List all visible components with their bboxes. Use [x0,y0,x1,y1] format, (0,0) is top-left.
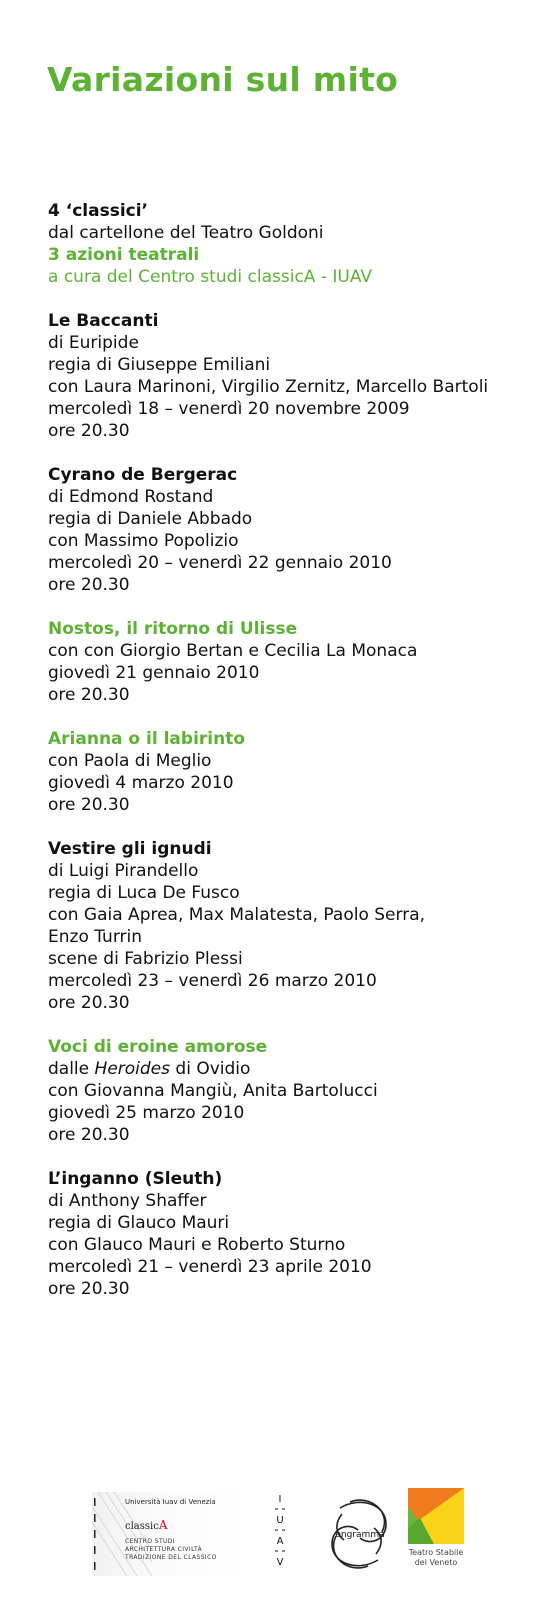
event-title: Cyrano de Bergerac [48,465,238,485]
event-voci-di-eroine [48,1036,553,1146]
event-cyrano [48,464,553,596]
event-director: regia di Daniele Abbado [48,509,253,529]
event-source-post: di Ovidio [170,1059,251,1079]
event-time: ore 20.30 [48,993,130,1013]
iuav-vertical-logo [271,1490,289,1578]
classica-iuav-logo [92,1492,245,1576]
sponsor-logos [0,1488,560,1578]
iuav-letter-i: I [278,1494,282,1505]
event-dates: mercoledì 18 – venerdì 20 novembre 2009 [48,399,410,419]
event-cast: con con Giorgio Bertan e Cecilia La Monaca [48,641,418,661]
event-cast: con Gaia Aprea, Max Malatesta, Paolo Serra, [48,905,426,925]
event-scenes: scene di Fabrizio Plessi [48,949,243,969]
event-dates: giovedì 25 marzo 2010 [48,1103,245,1123]
event-title: Le Baccanti [48,311,159,331]
event-cast: con Massimo Popolizio [48,531,239,551]
teatro-stabile-caption [408,1548,464,1568]
event-nostos [48,618,553,706]
iuav-letter-u: U [276,1515,284,1526]
centro-studi-line-3: TRADIZIONE DEL CLASSICO [125,1554,217,1561]
centro-studi-line-1: CENTRO STUDI [125,1538,175,1545]
event-vestire-gli-ignudi [48,838,553,1014]
event-time: ore 20.30 [48,421,130,441]
event-title: Arianna o il labirinto [48,729,246,749]
teatro-stabile-logo [408,1488,464,1576]
centro-studi-line-2: ARCHITETTURA CIVILTÀ [125,1546,203,1553]
event-cast: con Laura Marinoni, Virgilio Zernitz, Marcello Bartoli [48,377,489,397]
event-time: ore 20.30 [48,1279,130,1299]
page-title: Variazioni sul mito [47,60,399,99]
teatro-stabile-emblem-icon [408,1488,464,1544]
event-time: ore 20.30 [48,795,130,815]
centro-studi-text [125,1538,217,1562]
event-arianna [48,728,553,816]
engramma-logo [320,1494,398,1574]
event-dates: giovedì 4 marzo 2010 [48,773,234,793]
event-title: Voci di eroine amorose [48,1037,268,1057]
intro-subheading: dal cartellone del Teatro Goldoni [48,223,324,243]
programme [48,200,553,1300]
teatro-caption-line-2: del Veneto [414,1558,458,1567]
event-director: regia di Giuseppe Emiliani [48,355,271,375]
event-title: L’inganno (Sleuth) [48,1169,223,1189]
event-dates: mercoledì 20 – venerdì 22 gennaio 2010 [48,553,392,573]
event-time: ore 20.30 [48,1125,130,1145]
event-source [48,1058,553,1080]
classica-brand-a: A [158,1518,168,1532]
event-author: di Euripide [48,333,139,353]
event-time: ore 20.30 [48,575,130,595]
intro-heading: 4 ‘classici’ [48,201,149,221]
iuav-letter-a: A [276,1536,284,1547]
event-author: di Edmond Rostand [48,487,214,507]
event-title: Vestire gli ignudi [48,839,212,859]
event-dates: mercoledì 21 – venerdì 23 aprile 2010 [48,1257,372,1277]
event-cast: con Giovanna Mangiù, Anita Bartolucci [48,1081,378,1101]
event-cast-continued: Enzo Turrin [48,927,142,947]
event-author: di Anthony Shaffer [48,1191,207,1211]
event-title: Nostos, il ritorno di Ulisse [48,619,298,639]
event-cast: con Glauco Mauri e Roberto Sturno [48,1235,346,1255]
teatro-caption-line-1: Teatro Stabile [408,1548,464,1557]
event-cast: con Paola di Meglio [48,751,212,771]
event-linganno [48,1168,553,1300]
event-author: di Luigi Pirandello [48,861,199,881]
iuav-university-name: Università Iuav di Venezia [125,1498,216,1506]
event-time: ore 20.30 [48,685,130,705]
event-dates: mercoledì 23 – venerdì 26 marzo 2010 [48,971,377,991]
event-director: regia di Glauco Mauri [48,1213,230,1233]
intro-curator: a cura del Centro studi classicA - IUAV [48,267,373,287]
event-dates: giovedì 21 gennaio 2010 [48,663,260,683]
engramma-label: engramma [335,1530,385,1540]
event-le-baccanti [48,310,553,442]
classica-brand [125,1518,168,1532]
iuav-letter-v: V [276,1557,284,1568]
event-source-pre: dalle [48,1059,95,1079]
intro-actions-heading: 3 azioni teatrali [48,245,200,265]
classica-brand-pre: classic [125,1521,159,1532]
intro-block [48,200,553,288]
event-source-work: Heroides [94,1059,170,1079]
event-director: regia di Luca De Fusco [48,883,240,903]
